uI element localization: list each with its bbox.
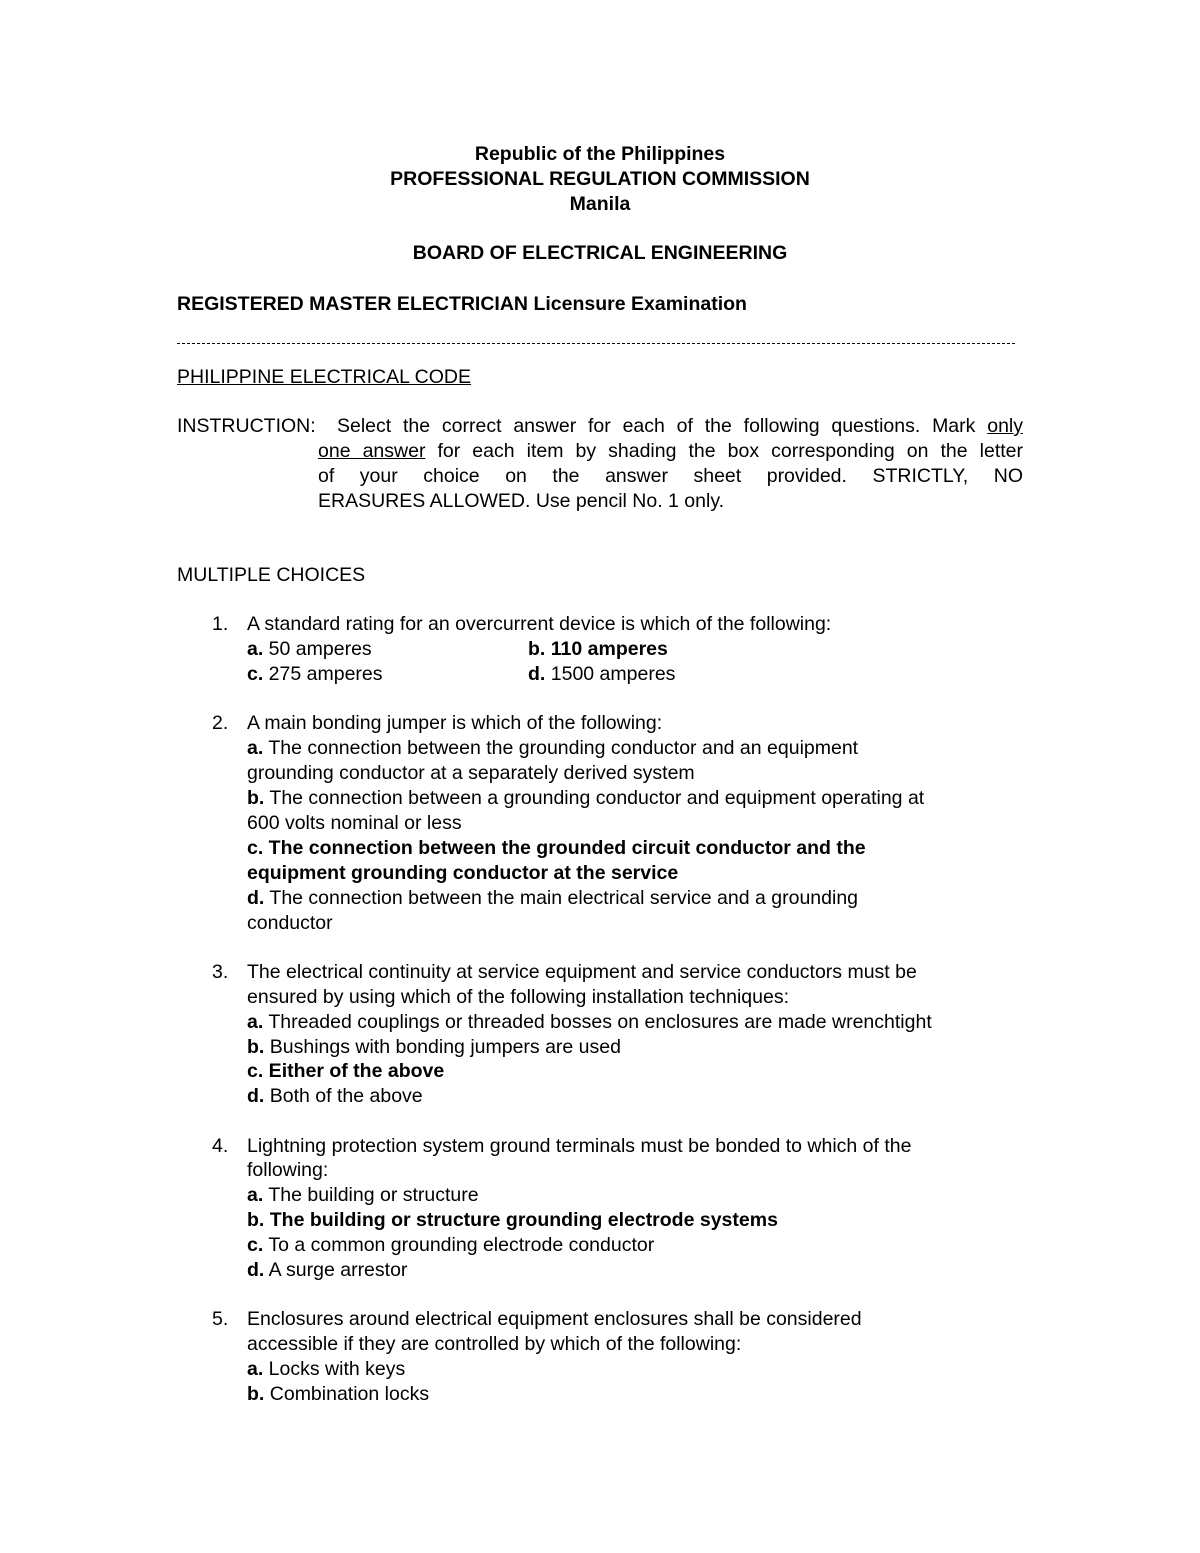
question-number: 4. (212, 1135, 229, 1157)
question-number: 1. (212, 613, 229, 635)
option-letter: b. (528, 638, 546, 660)
option-text: Bushings with bonding jumpers are used (264, 1036, 621, 1058)
option-a (247, 1357, 405, 1382)
option-a (247, 1010, 932, 1035)
option-text: 50 amperes (263, 638, 372, 660)
option-letter: a. (247, 1358, 264, 1380)
instruction-line-4: ERASURES ALLOWED. Use pencil No. 1 only. (318, 490, 725, 512)
option-d (247, 1258, 407, 1283)
instruction-line-1 (337, 414, 1023, 439)
option-b (247, 1382, 429, 1407)
question-stem: A main bonding jumper is which of the following: (247, 712, 663, 734)
instruction-text-1: Select the correct answer for each of the following questions. Mark (337, 415, 988, 437)
header-city: Manila (569, 193, 631, 215)
option-text: The building or structure grounding electrode systems (264, 1209, 778, 1231)
header-republic: Republic of the Philippines (474, 143, 726, 165)
option-c (247, 662, 383, 687)
exam-title-rest: Licensure Examination (533, 293, 747, 315)
option-letter: b. (247, 1036, 265, 1058)
option-text: 110 amperes (545, 638, 668, 660)
option-a (247, 736, 858, 761)
header-board: BOARD OF ELECTRICAL ENGINEERING (412, 242, 788, 264)
instruction-underline-only: only (987, 415, 1023, 437)
option-d-continued: conductor (247, 912, 333, 934)
option-letter: b. (247, 1383, 265, 1405)
option-a (247, 1183, 479, 1208)
option-letter: d. (528, 663, 546, 685)
exam-title (177, 292, 747, 317)
instruction-line-2 (318, 439, 1023, 464)
exam-title-bold: REGISTERED MASTER ELECTRICIAN (177, 293, 529, 315)
option-a-continued: grounding conductor at a separately derived system (247, 762, 695, 784)
option-text: The connection between the grounding conductor and an equipment (263, 737, 859, 759)
option-b (247, 1035, 621, 1060)
question-stem-continued: following: (247, 1159, 329, 1181)
option-letter: a. (247, 1011, 264, 1033)
option-text: A surge arrestor (264, 1259, 408, 1281)
option-c (247, 1233, 654, 1258)
question-number: 2. (212, 712, 229, 734)
option-text: Either of the above (263, 1060, 445, 1082)
option-text: Threaded couplings or threaded bosses on enclosures are made wrenchtight (263, 1011, 932, 1033)
option-d (528, 662, 675, 687)
option-text: Combination locks (264, 1383, 430, 1405)
option-c-continued: equipment grounding conductor at the service (247, 862, 679, 884)
option-text: Both of the above (264, 1085, 423, 1107)
option-b-correct (528, 637, 668, 662)
option-b-continued: 600 volts nominal or less (247, 812, 462, 834)
question-stem: Lightning protection system ground terminals must be bonded to which of the (247, 1135, 912, 1157)
option-text: The connection between a grounding conductor and equipment operating at (264, 787, 925, 809)
question-stem: The electrical continuity at service equipment and service conductors must be (247, 961, 917, 983)
option-b-correct (247, 1208, 778, 1233)
instruction-label: INSTRUCTION: (177, 415, 316, 437)
option-d (247, 886, 858, 911)
option-a (247, 637, 372, 662)
header-commission: PROFESSIONAL REGULATION COMMISSION (390, 168, 810, 190)
option-letter: c. (247, 1234, 264, 1256)
question-stem: A standard rating for an overcurrent device is which of the following: (247, 613, 832, 635)
option-letter: d. (247, 887, 265, 909)
option-letter: b. (247, 1209, 265, 1231)
option-d (247, 1084, 423, 1109)
option-text: 275 amperes (263, 663, 383, 685)
instruction-underline-one-answer: one answer (318, 440, 426, 462)
option-c-correct (247, 836, 866, 861)
option-letter: c. (247, 1060, 264, 1082)
option-text: 1500 amperes (545, 663, 676, 685)
dashed-divider (177, 343, 1015, 344)
option-letter: a. (247, 1184, 264, 1206)
option-text: The connection between the grounded circuit conductor and the (263, 837, 866, 859)
choices-heading: MULTIPLE CHOICES (177, 564, 366, 586)
instruction-text-2: for each item by shading the box corresponding on the letter (425, 440, 1023, 462)
option-text: To a common grounding electrode conductor (263, 1234, 655, 1256)
option-letter: c. (247, 663, 264, 685)
question-number: 3. (212, 961, 229, 983)
option-letter: a. (247, 638, 264, 660)
question-number: 5. (212, 1308, 229, 1330)
section-title: PHILIPPINE ELECTRICAL CODE (177, 366, 472, 388)
question-stem: Enclosures around electrical equipment enclosures shall be considered (247, 1308, 862, 1330)
option-letter: d. (247, 1259, 265, 1281)
option-b (247, 786, 924, 811)
option-letter: a. (247, 737, 264, 759)
question-stem-continued: accessible if they are controlled by which of the following: (247, 1333, 742, 1355)
option-letter: c. (247, 837, 264, 859)
option-text: The building or structure (263, 1184, 479, 1206)
question-stem-continued: ensured by using which of the following installation techniques: (247, 986, 790, 1008)
option-text: The connection between the main electrical service and a grounding (264, 887, 859, 909)
option-letter: b. (247, 787, 265, 809)
instruction-line-3: of your choice on the answer sheet provided. STRICTLY, NO (318, 465, 1023, 487)
option-c-correct (247, 1059, 444, 1084)
option-letter: d. (247, 1085, 265, 1107)
option-text: Locks with keys (263, 1358, 406, 1380)
